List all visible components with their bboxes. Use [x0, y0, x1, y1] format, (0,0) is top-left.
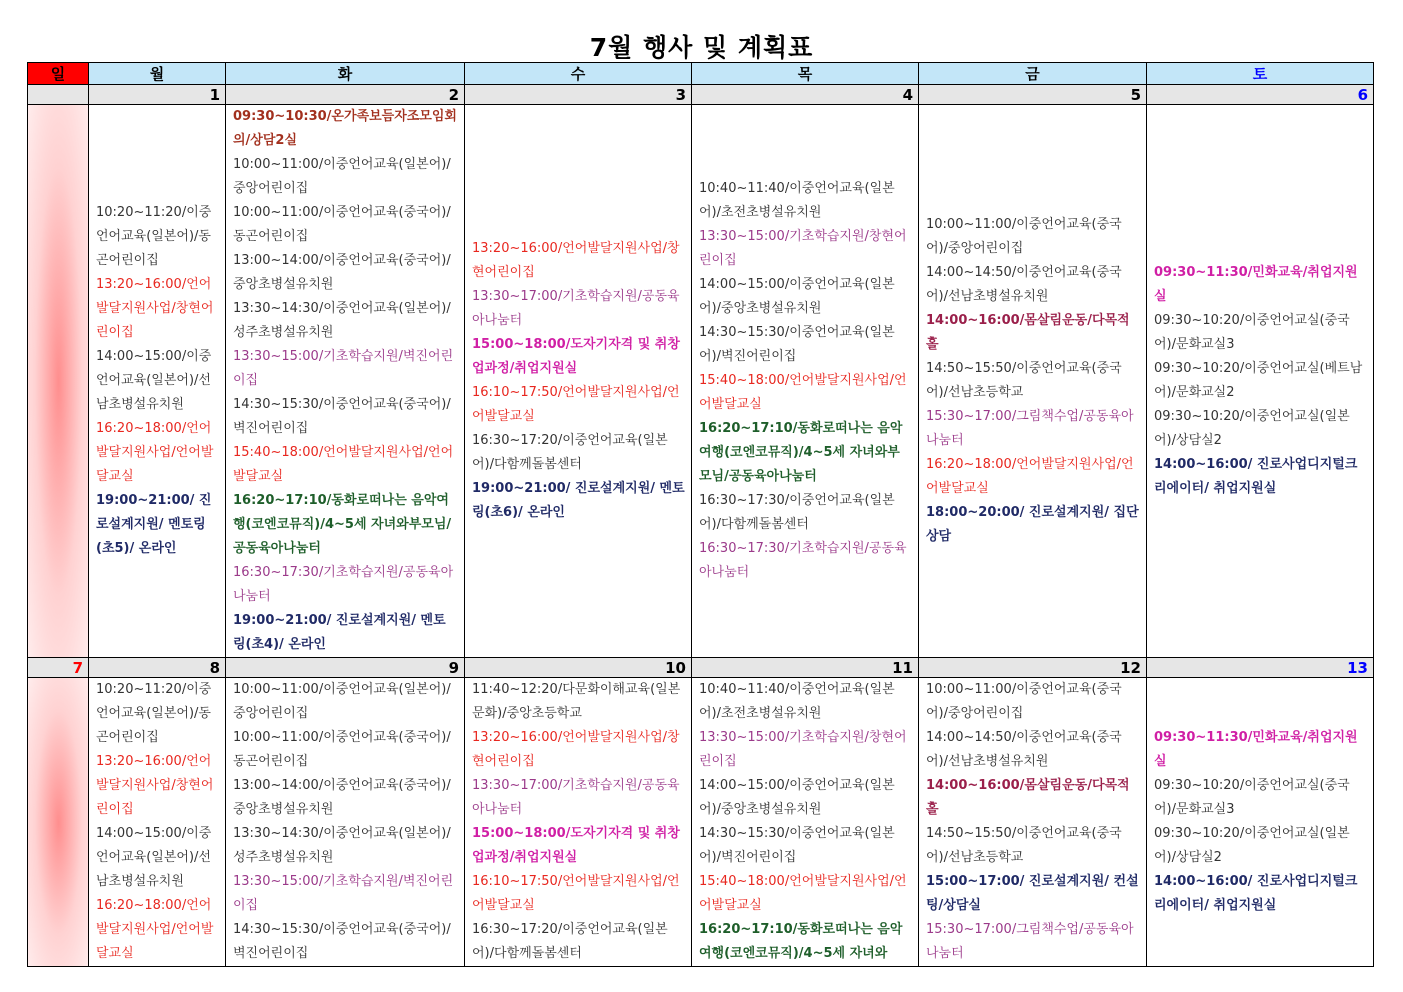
event-entry: 18:00~20:00/ 진로설계지원/ 집단상담	[926, 505, 1139, 544]
event-entry: 14:00~16:00/몸살림운동/다목적홀	[926, 778, 1130, 817]
day-cell-mon	[89, 678, 226, 967]
event-entry: 16:20~18:00/언어발달지원사업/언어발달교실	[96, 898, 214, 961]
weekday-header-fri: 금	[919, 63, 1147, 85]
event-entry: 14:00~15:00/이중언어교육(일본어)/선남초병설유치원	[96, 349, 212, 412]
event-entry: 19:00~21:00/ 진로설계지원/ 멘토링(초5)/ 온라인	[96, 493, 212, 556]
day-cell-sat	[1147, 105, 1374, 658]
date-wed: 10	[465, 658, 692, 678]
event-entry: 14:30~15:30/이중언어교육(중국어)/벽진어린이집	[233, 922, 451, 961]
event-entry: 14:50~15:50/이중언어교육(중국어)/선남초등학교	[926, 826, 1122, 865]
event-entry: 09:30~10:30/온가족보듬자조모임회의/상담2실	[233, 109, 457, 148]
event-entry: 14:30~15:30/이중언어교육(중국어)/벽진어린이집	[233, 397, 451, 436]
event-entry: 10:00~11:00/이중언어교육(일본어)/중앙어린이집	[233, 157, 451, 196]
week2-date-row	[28, 658, 1374, 678]
event-entry: 13:00~14:00/이중언어교육(중국어)/중앙초병설유치원	[233, 778, 451, 817]
event-entry: 14:00~16:00/몸살림운동/다목적홀	[926, 313, 1130, 352]
event-entry: 14:30~15:30/이중언어교육(일본어)/벽진어린이집	[699, 826, 895, 865]
event-entry: 15:40~18:00/언어발달지원사업/언어발달교실	[699, 373, 907, 412]
event-entry: 10:20~11:20/이중언어교육(일본어)/동곤어린이집	[96, 682, 212, 745]
day-cell-mon	[89, 105, 226, 658]
event-entry: 09:30~11:30/민화교육/취업지원실	[1154, 730, 1358, 769]
weekday-header-mon: 월	[89, 63, 226, 85]
event-entry: 09:30~10:20/이중언어교실(중국어)/문화교실3	[1154, 313, 1350, 352]
event-entry: 19:00~21:00/ 진로설계지원/ 멘토링(초4)/ 온라인	[233, 613, 446, 652]
event-entry: 09:30~10:20/이중언어교실(일본어)/상담실2	[1154, 826, 1350, 865]
event-entry: 10:00~11:00/이중언어교육(일본어)/중앙어린이집	[233, 682, 451, 721]
event-entry: 11:40~12:20/다문화이해교육(일본문화)/중앙초등학교	[472, 682, 681, 721]
event-entry: 16:30~17:30/기초학습지원/공동육아나눔터	[699, 541, 907, 580]
day-cell-wed	[465, 105, 692, 658]
event-entry: 13:30~15:00/기초학습지원/벽진어린이집	[233, 874, 454, 913]
event-entry: 16:20~18:00/언어발달지원사업/언어발달교실	[926, 457, 1134, 496]
event-entry: 09:30~10:20/이중언어교실(일본어)/상담실2	[1154, 409, 1350, 448]
day-cell-sun	[28, 678, 89, 967]
date-tue: 2	[226, 85, 465, 105]
event-entry: 16:20~18:00/언어발달지원사업/언어발달교실	[96, 421, 214, 484]
day-cell-thu	[692, 105, 919, 658]
event-entry: 13:30~17:00/기초학습지원/공동육아나눔터	[472, 289, 680, 328]
calendar-table	[27, 62, 1374, 967]
weekday-header-wed: 수	[465, 63, 692, 85]
date-sat: 13	[1147, 658, 1374, 678]
event-entry: 15:30~17:00/그림책수업/공동육아나눔터	[926, 922, 1134, 961]
event-entry: 10:00~11:00/이중언어교육(중국어)/동곤어린이집	[233, 205, 451, 244]
event-entry: 16:30~17:20/이중언어교육(일본어)/다함께돌봄센터	[472, 433, 668, 472]
event-entry: 14:00~15:00/이중언어교육(일본어)/중앙초병설유치원	[699, 778, 895, 817]
event-entry: 14:00~14:50/이중언어교육(중국어)/선남초병설유치원	[926, 730, 1122, 769]
event-entry: 10:20~11:20/이중언어교육(일본어)/동곤어린이집	[96, 205, 212, 268]
date-fri: 12	[919, 658, 1147, 678]
day-cell-tue	[226, 678, 465, 967]
day-cell-fri	[919, 105, 1147, 658]
event-entry: 09:30~10:20/이중언어교실(중국어)/문화교실3	[1154, 778, 1350, 817]
date-fri: 5	[919, 85, 1147, 105]
event-entry: 14:00~16:00/ 진로사업디지털크리에이터/ 취업지원실	[1154, 874, 1358, 913]
event-entry: 15:40~18:00/언어발달지원사업/언어발달교실	[233, 445, 454, 484]
event-entry: 13:30~14:30/이중언어교육(일본어)/성주초병설유치원	[233, 301, 451, 340]
date-tue: 9	[226, 658, 465, 678]
event-entry: 10:00~11:00/이중언어교육(중국어)/중앙어린이집	[926, 217, 1122, 256]
day-cell-thu	[692, 678, 919, 967]
event-entry: 13:00~14:00/이중언어교육(중국어)/중앙초병설유치원	[233, 253, 451, 292]
date-sun	[28, 85, 89, 105]
event-entry: 13:20~16:00/언어발달지원사업/창현어린이집	[472, 730, 680, 769]
week1-date-row	[28, 85, 1374, 105]
event-entry: 16:30~17:30/이중언어교육(일본어)/다함께돌봄센터	[699, 493, 895, 532]
weekday-header-sat: 토	[1147, 63, 1374, 85]
day-cell-sat	[1147, 678, 1374, 967]
event-entry: 15:30~17:00/그림책수업/공동육아나눔터	[926, 409, 1134, 448]
event-entry: 13:20~16:00/언어발달지원사업/창현어린이집	[472, 241, 680, 280]
event-entry: 16:10~17:50/언어발달지원사업/언어발달교실	[472, 874, 680, 913]
weekday-header-thu: 목	[692, 63, 919, 85]
event-entry: 15:00~18:00/도자기자격 및 취창업과정/취업지원실	[472, 826, 680, 865]
event-entry: 10:40~11:40/이중언어교육(일본어)/초전초병설유치원	[699, 682, 895, 721]
event-entry: 16:30~17:30/기초학습지원/공동육아나눔터	[233, 565, 454, 604]
event-entry: 14:00~14:50/이중언어교육(중국어)/선남초병설유치원	[926, 265, 1122, 304]
event-entry: 13:30~15:00/기초학습지원/창현어린이집	[699, 730, 907, 769]
day-cell-fri	[919, 678, 1147, 967]
date-wed: 3	[465, 85, 692, 105]
date-thu: 11	[692, 658, 919, 678]
event-entry: 14:00~15:00/이중언어교육(일본어)/중앙초병설유치원	[699, 277, 895, 316]
event-entry: 16:20~17:10/동화로떠나는 음악여행(코엔코뮤직)/4~5세 자녀와부모님/공동육아나눔터	[699, 421, 903, 484]
week2-events-row	[28, 678, 1374, 967]
week1-events-row	[28, 105, 1374, 658]
date-thu: 4	[692, 85, 919, 105]
weekday-header-tue: 화	[226, 63, 465, 85]
event-entry: 13:20~16:00/언어발달지원사업/창현어린이집	[96, 754, 214, 817]
event-entry: 13:30~14:30/이중언어교육(일본어)/성주초병설유치원	[233, 826, 451, 865]
date-sun: 7	[28, 658, 89, 678]
weekday-header-row	[28, 63, 1374, 85]
event-entry: 13:30~15:00/기초학습지원/창현어린이집	[699, 229, 907, 268]
event-entry: 13:30~15:00/기초학습지원/벽진어린이집	[233, 349, 454, 388]
event-entry: 09:30~10:20/이중언어교실(베트남어)/문화교실2	[1154, 361, 1363, 400]
event-entry: 10:40~11:40/이중언어교육(일본어)/초전초병설유치원	[699, 181, 895, 220]
event-entry: 14:50~15:50/이중언어교육(중국어)/선남초등학교	[926, 361, 1122, 400]
event-entry: 14:00~16:00/ 진로사업디지털크리에이터/ 취업지원실	[1154, 457, 1358, 496]
event-entry: 13:20~16:00/언어발달지원사업/창현어린이집	[96, 277, 214, 340]
date-mon: 1	[89, 85, 226, 105]
event-entry: 14:30~15:30/이중언어교육(일본어)/벽진어린이집	[699, 325, 895, 364]
event-entry: 16:20~17:10/동화로떠나는 음악여행(코엔코뮤직)/4~5세 자녀와	[699, 922, 903, 961]
event-entry: 15:00~17:00/ 진로설계지원/ 컨설팅/상담실	[926, 874, 1139, 913]
event-entry: 15:00~18:00/도자기자격 및 취창업과정/취업지원실	[472, 337, 680, 376]
page-title: 7월 행사 및 계획표	[589, 33, 814, 62]
day-cell-tue	[226, 105, 465, 658]
event-entry: 16:30~17:20/이중언어교육(일본어)/다함께돌봄센터	[472, 922, 668, 961]
day-cell-sun	[28, 105, 89, 658]
event-entry: 15:40~18:00/언어발달지원사업/언어발달교실	[699, 874, 907, 913]
event-entry: 16:10~17:50/언어발달지원사업/언어발달교실	[472, 385, 680, 424]
event-entry: 19:00~21:00/ 진로설계지원/ 멘토링(초6)/ 온라인	[472, 481, 685, 520]
event-entry: 14:00~15:00/이중언어교육(일본어)/선남초병설유치원	[96, 826, 212, 889]
event-entry: 16:20~17:10/동화로떠나는 음악여행(코엔코뮤직)/4~5세 자녀와부모님/공동육아나눔터	[233, 493, 452, 556]
date-mon: 8	[89, 658, 226, 678]
weekday-header-sun: 일	[28, 63, 89, 85]
date-sat: 6	[1147, 85, 1374, 105]
event-entry: 13:30~17:00/기초학습지원/공동육아나눔터	[472, 778, 680, 817]
event-entry: 10:00~11:00/이중언어교육(중국어)/동곤어린이집	[233, 730, 451, 769]
event-entry: 09:30~11:30/민화교육/취업지원실	[1154, 265, 1358, 304]
event-entry: 10:00~11:00/이중언어교육(중국어)/중앙어린이집	[926, 682, 1122, 721]
day-cell-wed	[465, 678, 692, 967]
